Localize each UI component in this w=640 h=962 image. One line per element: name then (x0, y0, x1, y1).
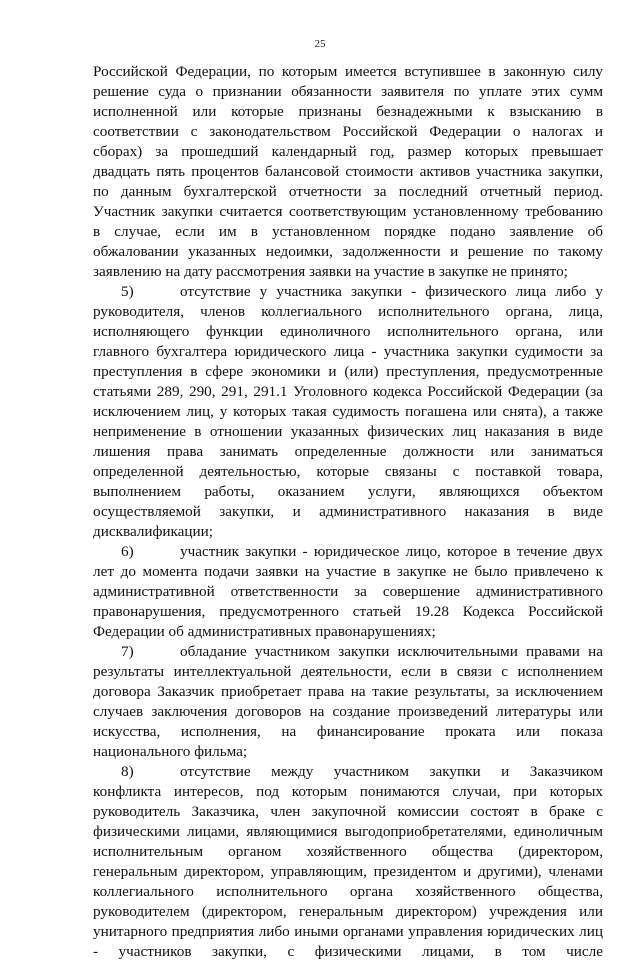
line-text: конфликта интересов, под которым понимаются случаи, при которых (93, 783, 603, 800)
text-line (93, 882, 603, 902)
item-number: 7) (121, 643, 134, 660)
text-line (93, 342, 603, 362)
line-text: отсутствие между участником закупки и Заказчиком (180, 763, 603, 780)
text-line (93, 802, 603, 822)
line-text: статьями 289, 290, 291, 291.1 Уголовного кодекса Российской Федерации (за (93, 383, 603, 400)
line-text: отсутствие у участника закупки - физического лица либо у (180, 283, 603, 300)
text-line (93, 762, 603, 782)
item-number: 5) (121, 283, 134, 300)
text-line (93, 942, 603, 962)
page-number: 25 (314, 38, 326, 50)
line-text: обжаловании указанных недоимки, задолженности и решение по такому (93, 243, 603, 260)
line-text: участник закупки - юридическое лицо, которое в течение двух (180, 543, 603, 560)
line-text: унитарного предприятия либо иными органами управления юридических лиц (93, 923, 603, 940)
text-line (93, 222, 603, 242)
document-body (93, 62, 603, 962)
line-text: искусства, исполнения, на финансирование проката или показа (93, 723, 603, 740)
text-line (93, 442, 603, 462)
text-line (93, 422, 603, 442)
text-line (93, 82, 603, 102)
text-line (93, 782, 603, 802)
line-text: руководителя, членов коллегиального исполнительного органа, лица, (93, 303, 603, 320)
text-line (93, 102, 603, 122)
text-line (93, 162, 603, 182)
line-text: административной ответственности за совершение административного (93, 583, 603, 600)
line-text: неприменение в отношении указанных физических лиц наказания в виде (93, 423, 603, 440)
text-line (93, 602, 603, 622)
text-line (93, 642, 603, 662)
text-line (93, 362, 603, 382)
line-text: соответствии с законодательством Российской Федерации о налогах и (93, 123, 603, 140)
text-line (93, 562, 603, 582)
text-line (93, 622, 603, 642)
line-text: руководитель Заказчика, член закупочной комиссии состоят в браке с (93, 803, 603, 820)
text-line (93, 122, 603, 142)
line-text: руководителем (директором, генеральным директором) учреждения или (93, 903, 603, 920)
text-line (93, 302, 603, 322)
line-text: дисквалификации; (93, 523, 213, 540)
text-line (93, 702, 603, 722)
line-text: - участников закупки, с физическими лицами, в том числе (93, 943, 603, 960)
line-text: выполнением работы, оказанием услуги, являющихся объектом (93, 483, 603, 500)
text-line (93, 902, 603, 922)
line-text: Федерации об административных правонарушениях; (93, 623, 436, 640)
line-text: исполненной или которые признаны безнадежными к взысканию в (93, 103, 603, 120)
text-line (93, 482, 603, 502)
text-line (93, 462, 603, 482)
text-line (93, 522, 603, 542)
text-line (93, 242, 603, 262)
line-text: заявлению на дату рассмотрения заявки на участие в закупке не принято; (93, 263, 568, 280)
text-line (93, 542, 603, 562)
item-number: 6) (121, 543, 134, 560)
text-line (93, 182, 603, 202)
line-text: физическими лицами, являющимися выгодоприобретателями, единоличным (93, 823, 603, 840)
text-line (93, 402, 603, 422)
text-line (93, 862, 603, 882)
line-text: по данным бухгалтерской отчетности за последний отчетный период. (93, 183, 603, 200)
line-text: результаты интеллектуальной деятельности, если в связи с исполнением (93, 663, 603, 680)
text-line (93, 142, 603, 162)
line-text: лишения права занимать определенные должности или заниматься (93, 443, 603, 460)
line-text: двадцать пять процентов балансовой стоимости активов участника закупки, (93, 163, 603, 180)
line-text: сборах) за прошедший календарный год, размер которых превышает (93, 143, 603, 160)
line-text: исключением лиц, у которых такая судимость погашена или снята), а также (93, 403, 603, 420)
line-text: преступления в сфере экономики и (или) преступления, предусмотренные (93, 363, 603, 380)
text-line (93, 582, 603, 602)
line-text: национального фильма; (93, 743, 248, 760)
text-line (93, 722, 603, 742)
text-line (93, 662, 603, 682)
text-line (93, 922, 603, 942)
text-line (93, 382, 603, 402)
text-line (93, 62, 603, 82)
line-text: лет до момента подачи заявки на участие в закупке не было привлечено к (93, 563, 603, 580)
line-text: генеральным директором, управляющим, президентом и другими), членами (93, 863, 603, 880)
text-line (93, 502, 603, 522)
line-text: коллегиального исполнительного органа хозяйственного общества, (93, 883, 603, 900)
text-line (93, 742, 603, 762)
line-text: Российской Федерации, по которым имеется вступившее в законную силу (93, 63, 603, 80)
line-text: случаев заключения договоров на создание произведений литературы или (93, 703, 603, 720)
line-text: правонарушения, предусмотренного статьей 19.28 Кодекса Российской (93, 603, 603, 620)
text-line (93, 282, 603, 302)
text-line (93, 262, 603, 282)
line-text: Участник закупки считается соответствующим установленному требованию (93, 203, 603, 220)
line-text: договора Заказчик приобретает права на такие результаты, за исключением (93, 683, 603, 700)
text-line (93, 202, 603, 222)
text-line (93, 322, 603, 342)
line-text: определенной деятельностью, которые связаны с поставкой товара, (93, 463, 603, 480)
text-line (93, 842, 603, 862)
text-line (93, 682, 603, 702)
line-text: осуществляемой закупки, и административного наказания в виде (93, 503, 603, 520)
line-text: главного бухгалтера юридического лица - участника закупки судимости за (93, 343, 603, 360)
text-line (93, 822, 603, 842)
line-text: исполняющего функции единоличного исполнительного органа, или (93, 323, 603, 340)
item-number: 8) (121, 763, 134, 780)
line-text: в случае, если им в установленном порядке подано заявление об (93, 223, 603, 240)
line-text: исполнительным органом хозяйственного общества (директором, (93, 843, 603, 860)
line-text: решение суда о признании обязанности заявителя по уплате этих сумм (93, 83, 603, 100)
line-text: обладание участником закупки исключительными правами на (180, 643, 603, 660)
